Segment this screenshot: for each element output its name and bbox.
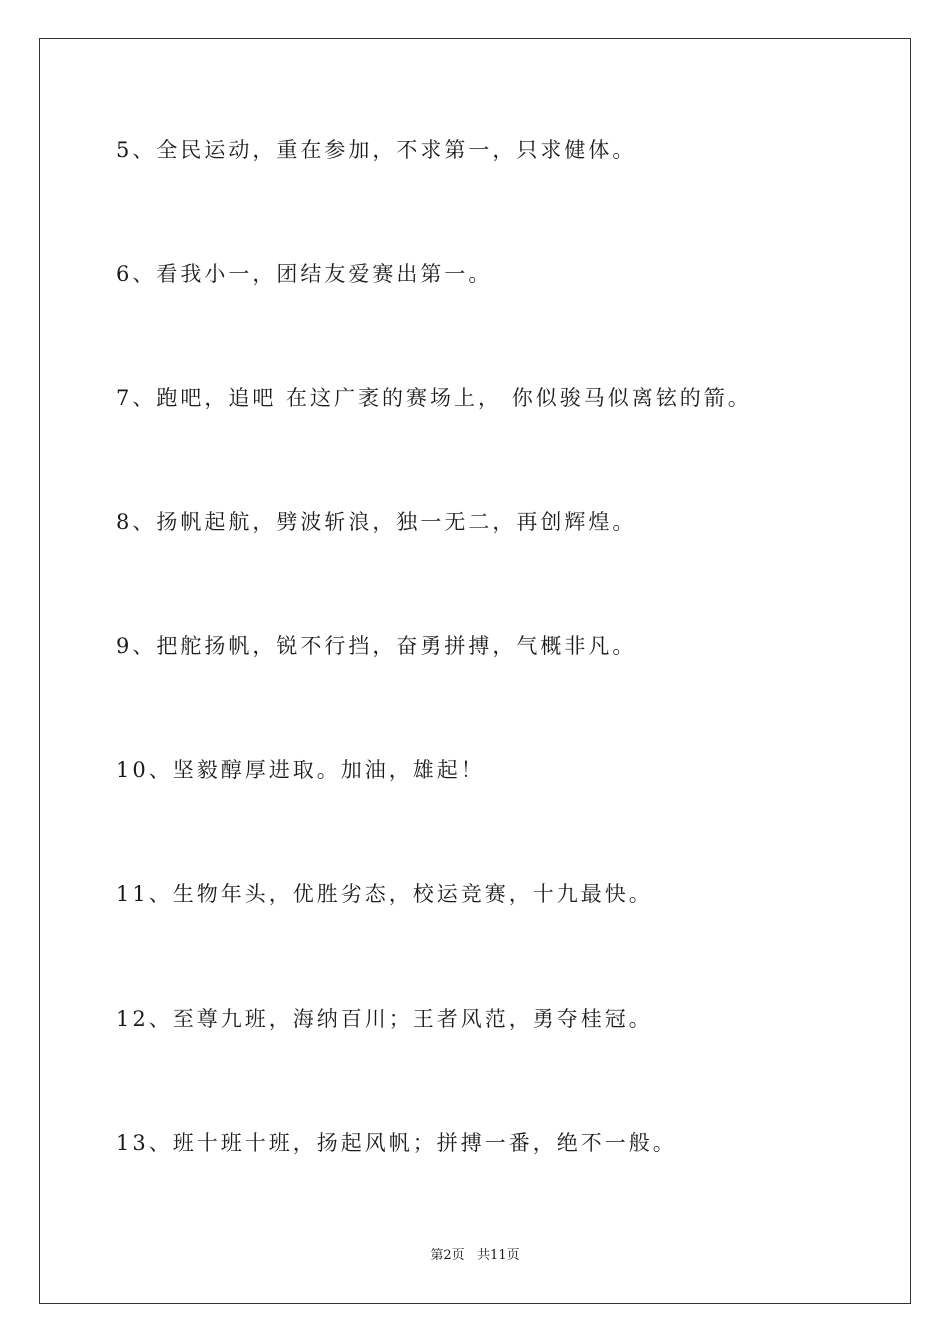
text-line: 8、扬帆起航，劈波斩浪，独一无二，再创辉煌。 xyxy=(116,510,637,534)
text-line: 13、班十班十班，扬起风帆；拼搏一番，绝不一般。 xyxy=(116,1131,677,1155)
text-line: 11、生物年头，优胜劣态，校运竞赛，十九最快。 xyxy=(116,882,653,906)
text-line: 5、全民运动，重在参加，不求第一，只求健体。 xyxy=(116,138,637,162)
page-number-footer: 第2页 共11页 xyxy=(430,1248,520,1263)
text-line: 6、看我小一，团结友爱赛出第一。 xyxy=(116,262,493,286)
text-line: 9、把舵扬帆，锐不行挡，奋勇拼搏，气概非凡。 xyxy=(116,634,637,658)
text-line: 12、至尊九班，海纳百川；王者风范，勇夺桂冠。 xyxy=(116,1007,653,1031)
text-line: 7、跑吧，追吧 在这广袤的赛场上， 你似骏马似离铉的箭。 xyxy=(116,386,752,410)
text-line: 10、坚毅醇厚进取。加油，雄起！ xyxy=(116,758,485,782)
page-frame xyxy=(39,38,911,1304)
